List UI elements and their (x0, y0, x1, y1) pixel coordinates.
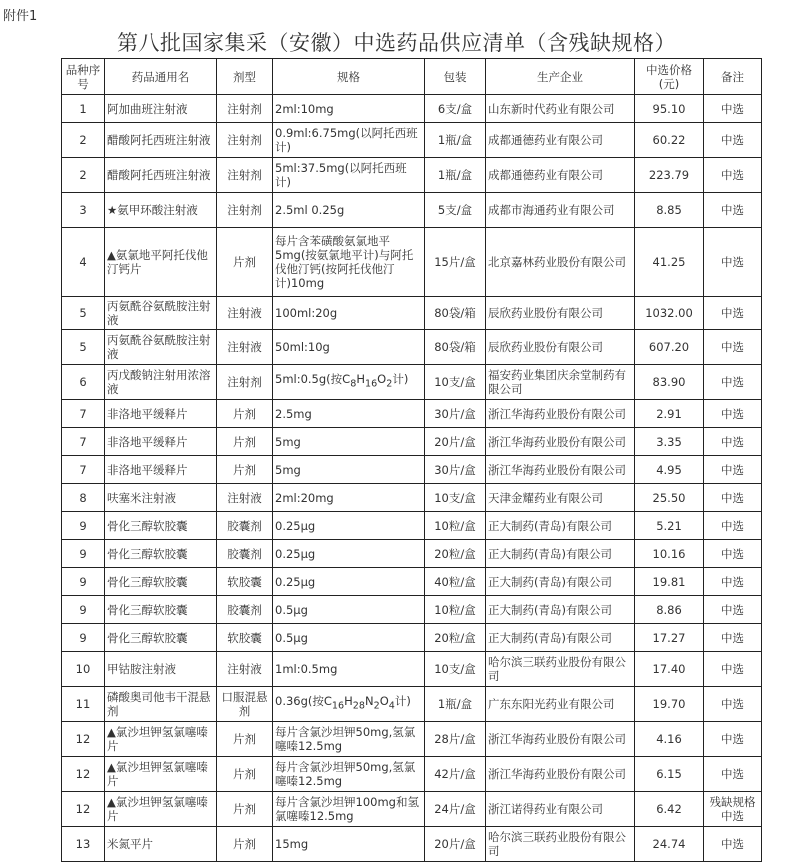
cell-pack: 40粒/盒 (425, 568, 486, 596)
cell-name: 骨化三醇软胶囊 (105, 540, 217, 568)
cell-spec: 2.5mg (273, 400, 425, 428)
cell-name: 醋酸阿托西班注射液 (105, 158, 217, 193)
cell-form: 注射剂 (217, 95, 273, 123)
cell-spec: 0.25μg (273, 512, 425, 540)
cell-maker: 哈尔滨三联药业股份有限公司 (486, 827, 635, 862)
cell-form: 软胶囊 (217, 624, 273, 652)
table-row (62, 400, 762, 428)
cell-price: 5.21 (635, 512, 704, 540)
cell-note: 中选 (704, 330, 762, 365)
cell-name: ▲氯沙坦钾氢氯噻嗪片 (105, 792, 217, 827)
cell-seq: 1 (62, 95, 105, 123)
cell-seq: 3 (62, 193, 105, 228)
cell-form: 注射液 (217, 652, 273, 687)
table-row (62, 456, 762, 484)
cell-form: 片剂 (217, 400, 273, 428)
cell-pack: 80袋/箱 (425, 297, 486, 330)
cell-note: 中选 (704, 123, 762, 158)
cell-spec: 100ml:20g (273, 297, 425, 330)
cell-name: ★氨甲环酸注射液 (105, 193, 217, 228)
cell-pack: 24片/盒 (425, 792, 486, 827)
table-row (62, 365, 762, 400)
cell-pack: 20粒/盒 (425, 624, 486, 652)
cell-seq: 9 (62, 512, 105, 540)
cell-seq: 9 (62, 596, 105, 624)
cell-form: 胶囊剂 (217, 540, 273, 568)
cell-price: 607.20 (635, 330, 704, 365)
cell-spec: 每片含氯沙坦钾100mg和氢氯噻嗪12.5mg (273, 792, 425, 827)
cell-pack: 6支/盒 (425, 95, 486, 123)
table-row (62, 228, 762, 297)
cell-seq: 9 (62, 624, 105, 652)
cell-name: 骨化三醇软胶囊 (105, 596, 217, 624)
cell-note: 中选 (704, 365, 762, 400)
cell-maker: 福安药业集团庆余堂制药有限公司 (486, 365, 635, 400)
cell-price: 2.91 (635, 400, 704, 428)
table-row (62, 792, 762, 827)
cell-spec: 0.5μg (273, 624, 425, 652)
cell-spec: 1ml:0.5mg (273, 652, 425, 687)
cell-note: 残缺规格中选 (704, 792, 762, 827)
cell-pack: 10支/盒 (425, 484, 486, 512)
cell-note: 中选 (704, 297, 762, 330)
cell-seq: 7 (62, 428, 105, 456)
table-row (62, 596, 762, 624)
cell-form: 软胶囊 (217, 568, 273, 596)
cell-seq: 12 (62, 722, 105, 757)
cell-maker: 成都市海通药业有限公司 (486, 193, 635, 228)
cell-name: ▲氯沙坦钾氢氯噻嗪片 (105, 722, 217, 757)
table-row (62, 484, 762, 512)
cell-note: 中选 (704, 428, 762, 456)
header-pack: 包装 (425, 59, 486, 95)
cell-name: 非洛地平缓释片 (105, 428, 217, 456)
cell-note: 中选 (704, 228, 762, 297)
table-row (62, 95, 762, 123)
cell-note: 中选 (704, 95, 762, 123)
cell-maker: 成都通德药业有限公司 (486, 123, 635, 158)
cell-note: 中选 (704, 484, 762, 512)
table-row (62, 827, 762, 862)
cell-name: ▲氯沙坦钾氢氯噻嗪片 (105, 757, 217, 792)
cell-maker: 浙江华海药业股份有限公司 (486, 757, 635, 792)
cell-pack: 1瓶/盒 (425, 123, 486, 158)
cell-note: 中选 (704, 757, 762, 792)
table-row (62, 428, 762, 456)
cell-seq: 9 (62, 540, 105, 568)
cell-spec: 0.25μg (273, 568, 425, 596)
cell-note: 中选 (704, 827, 762, 862)
cell-spec: 0.5μg (273, 596, 425, 624)
cell-spec: 15mg (273, 827, 425, 862)
header-spec: 规格 (273, 59, 425, 95)
header-price: 中选价格(元) (635, 59, 704, 95)
cell-name: 醋酸阿托西班注射液 (105, 123, 217, 158)
cell-price: 8.85 (635, 193, 704, 228)
cell-maker: 浙江华海药业股份有限公司 (486, 456, 635, 484)
cell-spec: 2ml:20mg (273, 484, 425, 512)
cell-note: 中选 (704, 456, 762, 484)
cell-note: 中选 (704, 158, 762, 193)
cell-form: 片剂 (217, 757, 273, 792)
table-row (62, 652, 762, 687)
cell-note: 中选 (704, 596, 762, 624)
cell-price: 10.16 (635, 540, 704, 568)
cell-maker: 北京嘉林药业股份有限公司 (486, 228, 635, 297)
cell-pack: 1瓶/盒 (425, 687, 486, 722)
cell-maker: 正大制药(青岛)有限公司 (486, 624, 635, 652)
table-row (62, 330, 762, 365)
cell-seq: 7 (62, 400, 105, 428)
table-row (62, 722, 762, 757)
cell-form: 片剂 (217, 722, 273, 757)
cell-maker: 正大制药(青岛)有限公司 (486, 512, 635, 540)
cell-seq: 5 (62, 297, 105, 330)
cell-price: 17.40 (635, 652, 704, 687)
cell-price: 17.27 (635, 624, 704, 652)
cell-name: 非洛地平缓释片 (105, 456, 217, 484)
cell-spec: 5ml:37.5mg(以阿托西班计) (273, 158, 425, 193)
cell-name: 骨化三醇软胶囊 (105, 512, 217, 540)
cell-spec: 50ml:10g (273, 330, 425, 365)
header-maker: 生产企业 (486, 59, 635, 95)
cell-seq: 2 (62, 158, 105, 193)
cell-seq: 11 (62, 687, 105, 722)
cell-name: ▲氨氯地平阿托伐他汀钙片 (105, 228, 217, 297)
cell-seq: 9 (62, 568, 105, 596)
cell-name: 磷酸奥司他韦干混悬剂 (105, 687, 217, 722)
cell-seq: 12 (62, 757, 105, 792)
cell-form: 注射剂 (217, 365, 273, 400)
cell-seq: 7 (62, 456, 105, 484)
cell-name: 丙氨酰谷氨酰胺注射液 (105, 297, 217, 330)
table-row (62, 540, 762, 568)
cell-price: 19.81 (635, 568, 704, 596)
cell-note: 中选 (704, 193, 762, 228)
cell-form: 注射剂 (217, 158, 273, 193)
cell-price: 41.25 (635, 228, 704, 297)
table-row (62, 624, 762, 652)
cell-pack: 42片/盒 (425, 757, 486, 792)
cell-form: 注射剂 (217, 193, 273, 228)
cell-spec: 2ml:10mg (273, 95, 425, 123)
cell-price: 3.35 (635, 428, 704, 456)
cell-maker: 天津金耀药业有限公司 (486, 484, 635, 512)
cell-note: 中选 (704, 512, 762, 540)
cell-spec: 0.9ml:6.75mg(以阿托西班计) (273, 123, 425, 158)
cell-seq: 2 (62, 123, 105, 158)
cell-note: 中选 (704, 400, 762, 428)
cell-maker: 山东新时代药业有限公司 (486, 95, 635, 123)
cell-note: 中选 (704, 652, 762, 687)
cell-maker: 辰欣药业股份有限公司 (486, 330, 635, 365)
cell-seq: 5 (62, 330, 105, 365)
cell-spec: 5mg (273, 428, 425, 456)
cell-maker: 辰欣药业股份有限公司 (486, 297, 635, 330)
cell-maker: 成都通德药业有限公司 (486, 158, 635, 193)
cell-seq: 8 (62, 484, 105, 512)
cell-note: 中选 (704, 687, 762, 722)
cell-pack: 20粒/盒 (425, 540, 486, 568)
attachment-label: 附件1 (3, 9, 38, 24)
cell-form: 片剂 (217, 456, 273, 484)
cell-pack: 10粒/盒 (425, 596, 486, 624)
table-row (62, 512, 762, 540)
header-note: 备注 (704, 59, 762, 95)
cell-pack: 10支/盒 (425, 365, 486, 400)
cell-price: 223.79 (635, 158, 704, 193)
cell-pack: 15片/盒 (425, 228, 486, 297)
cell-note: 中选 (704, 540, 762, 568)
cell-name: 骨化三醇软胶囊 (105, 624, 217, 652)
cell-maker: 浙江华海药业股份有限公司 (486, 722, 635, 757)
cell-pack: 30片/盒 (425, 456, 486, 484)
page-title: 第八批国家集采（安徽）中选药品供应清单（含残缺规格） (117, 31, 676, 55)
cell-maker: 浙江诺得药业有限公司 (486, 792, 635, 827)
cell-name: 丙戊酸钠注射用浓溶液 (105, 365, 217, 400)
cell-pack: 20片/盒 (425, 827, 486, 862)
cell-spec: 每片含苯磺酸氨氯地平5mg(按氨氯地平计)与阿托伐他汀钙(按阿托伐他汀计)10mg (273, 228, 425, 297)
drug-supply-table (61, 58, 762, 862)
cell-form: 注射液 (217, 484, 273, 512)
cell-price: 4.95 (635, 456, 704, 484)
cell-spec: 每片含氯沙坦钾50mg,氢氯噻嗪12.5mg (273, 757, 425, 792)
cell-spec: 5ml:0.5g(按$C_8H_{16}O_2$计) (273, 365, 425, 400)
cell-form: 片剂 (217, 428, 273, 456)
cell-form: 注射剂 (217, 123, 273, 158)
cell-spec: 0.36g(按$C_{16}H_{28}N_2O_4$计) (273, 687, 425, 722)
cell-pack: 5支/盒 (425, 193, 486, 228)
cell-name: 米氮平片 (105, 827, 217, 862)
cell-spec: 2.5ml 0.25g (273, 193, 425, 228)
cell-form: 注射液 (217, 297, 273, 330)
cell-price: 83.90 (635, 365, 704, 400)
table-row (62, 568, 762, 596)
cell-maker: 正大制药(青岛)有限公司 (486, 540, 635, 568)
cell-name: 非洛地平缓释片 (105, 400, 217, 428)
cell-name: 丙氨酰谷氨酰胺注射液 (105, 330, 217, 365)
cell-name: 阿加曲班注射液 (105, 95, 217, 123)
cell-maker: 哈尔滨三联药业股份有限公司 (486, 652, 635, 687)
table-row (62, 687, 762, 722)
cell-maker: 广东东阳光药业有限公司 (486, 687, 635, 722)
cell-maker: 正大制药(青岛)有限公司 (486, 568, 635, 596)
cell-maker: 浙江华海药业股份有限公司 (486, 400, 635, 428)
cell-spec: 0.25μg (273, 540, 425, 568)
cell-price: 6.15 (635, 757, 704, 792)
cell-pack: 30片/盒 (425, 400, 486, 428)
cell-price: 6.42 (635, 792, 704, 827)
cell-name: 骨化三醇软胶囊 (105, 568, 217, 596)
table-row (62, 123, 762, 158)
cell-form: 片剂 (217, 792, 273, 827)
cell-pack: 1瓶/盒 (425, 158, 486, 193)
cell-seq: 12 (62, 792, 105, 827)
cell-price: 60.22 (635, 123, 704, 158)
table-row (62, 158, 762, 193)
cell-form: 片剂 (217, 228, 273, 297)
header-form: 剂型 (217, 59, 273, 95)
cell-price: 25.50 (635, 484, 704, 512)
cell-price: 1032.00 (635, 297, 704, 330)
cell-form: 胶囊剂 (217, 512, 273, 540)
cell-pack: 80袋/箱 (425, 330, 486, 365)
header-seq: 品种序号 (62, 59, 105, 95)
cell-price: 95.10 (635, 95, 704, 123)
cell-spec: 5mg (273, 456, 425, 484)
cell-seq: 13 (62, 827, 105, 862)
cell-form: 胶囊剂 (217, 596, 273, 624)
table-row (62, 757, 762, 792)
cell-maker: 正大制药(青岛)有限公司 (486, 596, 635, 624)
cell-form: 注射液 (217, 330, 273, 365)
cell-name: 呋塞米注射液 (105, 484, 217, 512)
cell-maker: 浙江华海药业股份有限公司 (486, 428, 635, 456)
cell-note: 中选 (704, 722, 762, 757)
cell-price: 24.74 (635, 827, 704, 862)
cell-price: 19.70 (635, 687, 704, 722)
cell-name: 甲钴胺注射液 (105, 652, 217, 687)
cell-form: 片剂 (217, 827, 273, 862)
cell-pack: 28片/盒 (425, 722, 486, 757)
cell-pack: 20片/盒 (425, 428, 486, 456)
table-header-row (62, 59, 762, 95)
table-row (62, 297, 762, 330)
cell-seq: 4 (62, 228, 105, 297)
cell-seq: 10 (62, 652, 105, 687)
cell-seq: 6 (62, 365, 105, 400)
cell-pack: 10粒/盒 (425, 512, 486, 540)
cell-note: 中选 (704, 568, 762, 596)
cell-pack: 10支/盒 (425, 652, 486, 687)
cell-price: 4.16 (635, 722, 704, 757)
cell-note: 中选 (704, 624, 762, 652)
cell-spec: 每片含氯沙坦钾50mg,氢氯噻嗪12.5mg (273, 722, 425, 757)
cell-price: 8.86 (635, 596, 704, 624)
table-row (62, 193, 762, 228)
cell-form: 口服混悬剂 (217, 687, 273, 722)
header-name: 药品通用名 (105, 59, 217, 95)
